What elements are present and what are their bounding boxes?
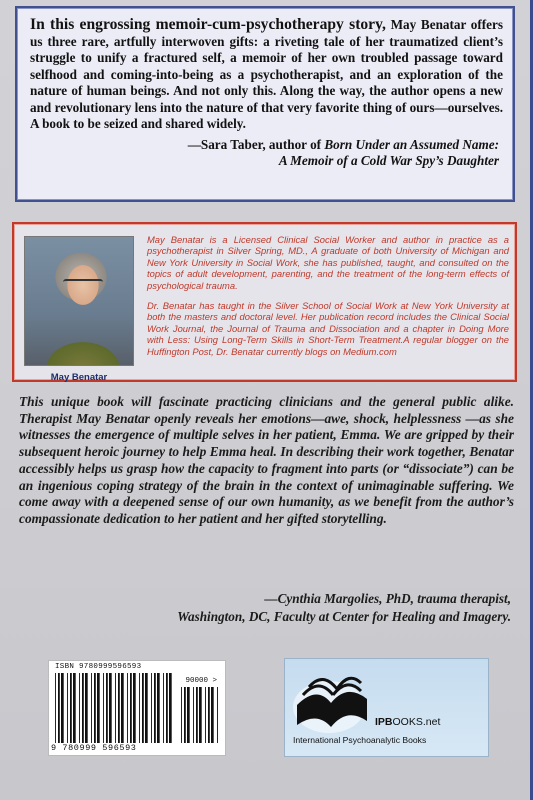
- author-photo-caption: May Benatar: [50, 372, 108, 383]
- isbn-barcode: [48, 660, 226, 756]
- barcode-bar: [106, 673, 108, 743]
- open-book-logo-icon: [289, 665, 373, 735]
- barcode-bar: [61, 673, 64, 743]
- barcode-bar: [121, 673, 124, 743]
- endorsement-text: [30, 17, 503, 133]
- barcode-bar: [193, 687, 194, 743]
- barcode-bar: [127, 673, 128, 743]
- endorser-name: —Sara Taber, author of: [187, 136, 325, 152]
- barcode-bar: [187, 687, 190, 743]
- endorsement-box: [15, 6, 515, 202]
- barcode-bar: [67, 673, 68, 743]
- barcode-bar: [58, 673, 60, 743]
- barcode-bar: [151, 673, 152, 743]
- barcode-bar: [85, 673, 88, 743]
- barcode-bar: [154, 673, 156, 743]
- endorsement-body: May Benatar offers us three rare, artfully interwoven gifts: a riveting tale of her traumatized client’s struggle to unify a fractured self, a memoir of her own troubled passage toward selfhood and coming-into-being as a psychotherapist, and an exploration of the nature of human beings. And not only this. Along the way, the author opens a new and revolutionary lens into the nature of that very favorite thing of ours—ourselves. A book to be seized and shared widely.: [30, 17, 503, 131]
- barcode-bar: [97, 673, 100, 743]
- barcode-bar: [199, 687, 202, 743]
- barcode-bar: [109, 673, 112, 743]
- barcode-bar: [130, 673, 132, 743]
- publisher-name-rest: OOKS.net: [392, 716, 441, 728]
- barcode-bar: [169, 673, 172, 743]
- author-photo: [24, 236, 134, 366]
- barcode-bar: [217, 687, 218, 743]
- publisher-name-bold: IPB: [375, 716, 393, 728]
- isbn-label: ISBN 9780999596593: [55, 663, 142, 671]
- barcode-bar: [145, 673, 148, 743]
- price-code: 90000 >: [185, 677, 217, 685]
- glasses-shape: [63, 279, 103, 288]
- barcode-bar: [103, 673, 104, 743]
- barcode-bar: [70, 673, 72, 743]
- barcode-bar: [55, 673, 56, 743]
- barcode-bar: [139, 673, 140, 743]
- barcode-bar: [91, 673, 92, 743]
- barcode-bars: [55, 673, 173, 743]
- barcode-bar: [73, 673, 76, 743]
- barcode-bar: [181, 687, 182, 743]
- barcode-bar: [205, 687, 206, 743]
- barcode-bar: [184, 687, 186, 743]
- endorser-book-title-1: Born Under an Assumed Name:: [324, 136, 499, 152]
- barcode-bar: [133, 673, 136, 743]
- barcode-bar: [208, 687, 210, 743]
- review-attribution: [19, 590, 511, 626]
- barcode-bar: [166, 673, 168, 743]
- barcode-digits: 9 780999 596593: [51, 743, 137, 753]
- publisher-logo-box: [284, 658, 489, 757]
- publisher-name: [375, 716, 440, 728]
- reviewer-line-2: Washington, DC, Faculty at Center for Healing and Imagery.: [177, 609, 511, 624]
- barcode-bar: [157, 673, 160, 743]
- barcode-bar: [115, 673, 116, 743]
- endorsement-attribution: [30, 137, 503, 170]
- barcode-addon-bars: [181, 687, 221, 743]
- barcode-bar: [79, 673, 80, 743]
- publisher-tagline: International Psychoanalytic Books: [293, 735, 427, 745]
- author-bio-box: [12, 222, 517, 382]
- review-text: This unique book will fascinate practicing clinicians and the general public alike. Therapist May Benatar openly reveals her emotions—awe, shock, helplessness —as she witnesses the emergence of multiple selves in her patient, Emma. We are gripped by their subsequent heroic journey to help Emma heal. In describing their work together, Benatar accessibly helps us grasp how the capacity to fragment into parts (or “dissociate”) can be an ingenious coping strategy of the brain in the context of unimaginable suffering. We come away with a deepened sense of our own humanity, as we benefit from the author’s compassionate dedication to her patient and her gifted storytelling.: [19, 394, 514, 526]
- author-bio-text: [147, 234, 509, 357]
- barcode-bar: [211, 687, 214, 743]
- reviewer-line-1: —Cynthia Margolies, PhD, trauma therapist,: [264, 591, 511, 606]
- barcode-bar: [94, 673, 96, 743]
- bio-paragraph-2: Dr. Benatar has taught in the Silver School of Social Work at New York University at both the masters and doctoral level. Her publication record includes the Clinical Social Work Journal, the Journal of Trauma and Dissociation and a chapter in Doing More with Less: Using Long-Term Skills in Short-Term Treatment.A regular blogger on the Huffington Post, Dr. Benatar currently blogs on Medium.com: [147, 300, 509, 357]
- endorser-book-title-2: A Memoir of a Cold War Spy’s Daughter: [278, 153, 499, 168]
- bio-paragraph-1: May Benatar is a Licensed Clinical Social Worker and author in practice as a psychotherapist in Silver Spring, MD., A graduate of both University of Michigan and New York University in Social Work, she has published, taught, and consulted on the topics of adult development, parenting, and the treatment of the long-term effects of psychological trauma.: [147, 234, 509, 291]
- barcode-bar: [82, 673, 84, 743]
- endorsement-lead: In this engrossing memoir-cum-psychotherapy story,: [30, 16, 386, 33]
- barcode-bar: [163, 673, 164, 743]
- barcode-bar: [118, 673, 120, 743]
- barcode-bar: [142, 673, 144, 743]
- barcode-bar: [196, 687, 198, 743]
